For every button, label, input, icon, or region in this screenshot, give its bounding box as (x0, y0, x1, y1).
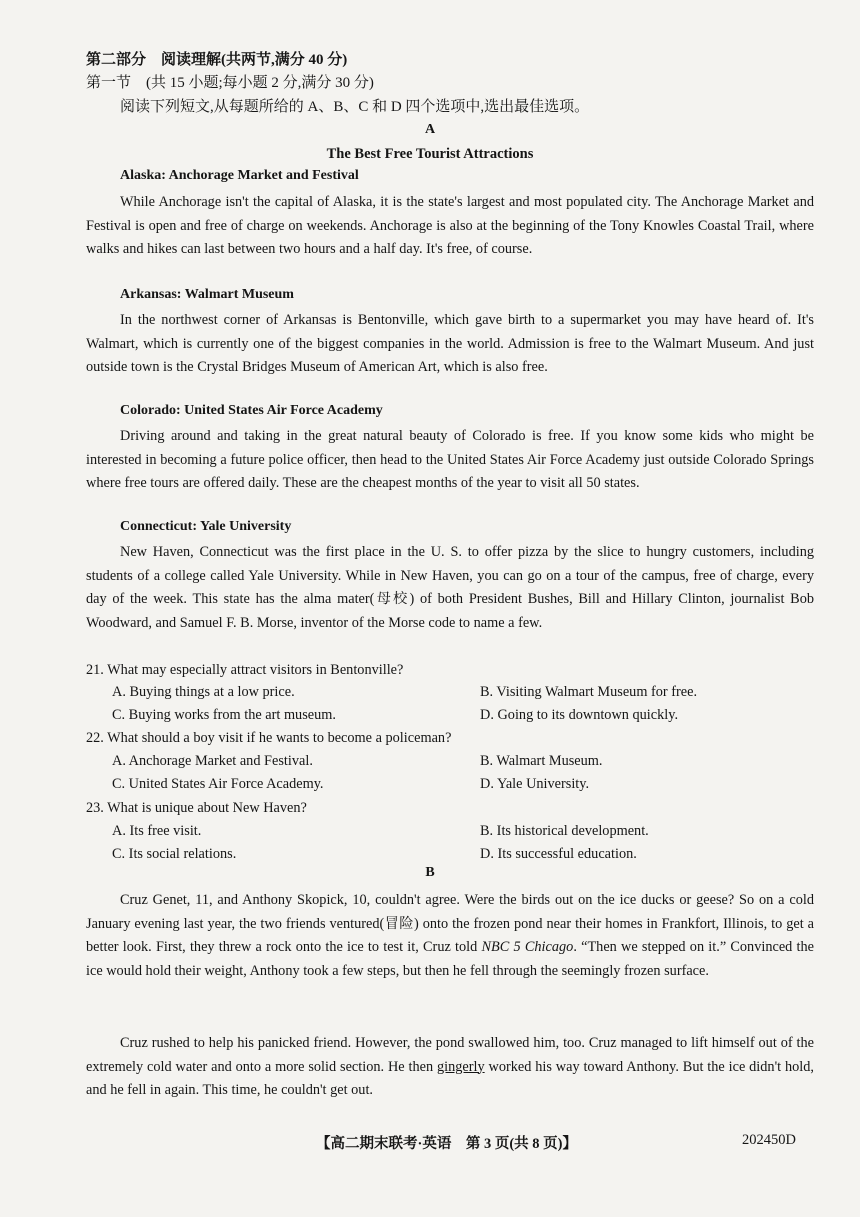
option-23-d[interactable]: D. Its successful education. (480, 846, 637, 862)
paragraph-alaska: While Anchorage isn't the capital of Alaska, it is the state's largest and most populated city. The Anchorage Market and Festival is open and free of charge on weekends. Anchorage is also at the beginning of the Tony Knowles Coastal Trail, where walks and hikes can last between two hours and a half day. It's free, of course. (86, 194, 814, 258)
passage-b-letter: B (425, 865, 435, 880)
section-heading-connecticut: Connecticut: Yale University (120, 519, 292, 534)
paragraph-b-2: Cruz rushed to help his panicked friend. However, the pond swallowed him, too. Cruz managed to lift himself out of the extremely cold water and onto a more solid section. He then gingerly worked his way toward Anthony. But the ice didn't hold, and he fell in again. This time, he couldn't get out. (86, 1035, 814, 1099)
paragraph-arkansas: In the northwest corner of Arkansas is Bentonville, which gave birth to a supermarket you may have heard of. It's Walmart, which is currently one of the biggest companies in the world. Admission is free to the Walmart Museum. And just outside town is the Crystal Bridges Museum of American Art, which is also free. (86, 312, 814, 376)
option-23-c[interactable]: C. Its social relations. (112, 846, 237, 862)
option-22-a[interactable]: A. Anchorage Market and Festival. (112, 753, 313, 769)
underlined-word: gingerly (436, 1058, 485, 1075)
option-22-d[interactable]: D. Yale University. (480, 776, 590, 792)
source-name: NBC 5 Chicago (481, 939, 574, 956)
option-22-b[interactable]: B. Walmart Museum. (480, 753, 603, 769)
section-heading-colorado: Colorado: United States Air Force Academy (120, 403, 383, 418)
passage-a-letter: A (424, 122, 436, 137)
page-footer: 【高二期末联考·英语 第 3 页(共 8 页)】 (316, 1136, 577, 1152)
option-21-b[interactable]: B. Visiting Walmart Museum for free. (480, 684, 698, 700)
paragraph-b-1: Cruz Genet, 11, and Anthony Skopick, 10, couldn't agree. Were the birds out on the ice ducks or geese? So on a cold January evening last year, the two friends ventured(冒险) onto the frozen pond near their homes in Frankfort, Illinois, to get a better look. First, they threw a rock onto the ice to test it, Cruz told NBC 5 Chicago. “Then we stepped on it.” Convinced the ice would hold their weight, Anthony took a few steps, but then he fell through the seemingly frozen surface. (86, 892, 814, 979)
section-heading-alaska: Alaska: Anchorage Market and Festival (120, 168, 359, 183)
option-21-d[interactable]: D. Going to its downtown quickly. (480, 707, 679, 723)
section-header: 第二部分 阅读理解(共两节,满分 40 分) (86, 52, 348, 68)
option-21-a[interactable]: A. Buying things at a low price. (112, 684, 295, 700)
instruction: 阅读下列短文,从每题所给的 A、B、C 和 D 四个选项中,选出最佳选项。 (120, 99, 590, 115)
paragraph-connecticut: New Haven, Connecticut was the first place in the U. S. to offer pizza by the slice to hungry customers, including students of a college called Yale University. While in New Haven, you can go on a tour of the campus, free of charge, every day of the week. This state has the alma mater(母校) of both President Bushes, Bill and Hillary Clinton, journalist Bob Woodward, and Samuel F. B. Morse, inventor of the Morse code to name a few. (86, 544, 814, 631)
question-21: 21. What may especially attract visitors in Bentonville? (86, 662, 404, 678)
paragraph-colorado: Driving around and taking in the great natural beauty of Colorado is free. If you know some kids who might be interested in becoming a future police officer, then head to the United States Air Force Academy just outside Colorado Springs where free tours are offered daily. These are the cheapest months of the year to visit all 50 states. (86, 428, 814, 492)
passage-a-title: The Best Free Tourist Attractions (326, 146, 534, 162)
subsection-header: 第一节 (共 15 小题;每小题 2 分,满分 30 分) (86, 75, 374, 91)
question-23: 23. What is unique about New Haven? (86, 800, 307, 816)
exam-code: 202450D (742, 1132, 796, 1148)
option-22-c[interactable]: C. United States Air Force Academy. (112, 776, 324, 792)
option-23-b[interactable]: B. Its historical development. (480, 823, 649, 839)
option-23-a[interactable]: A. Its free visit. (112, 823, 202, 839)
option-21-c[interactable]: C. Buying works from the art museum. (112, 707, 336, 723)
section-heading-arkansas: Arkansas: Walmart Museum (120, 287, 294, 302)
question-22: 22. What should a boy visit if he wants to become a policeman? (86, 730, 452, 746)
